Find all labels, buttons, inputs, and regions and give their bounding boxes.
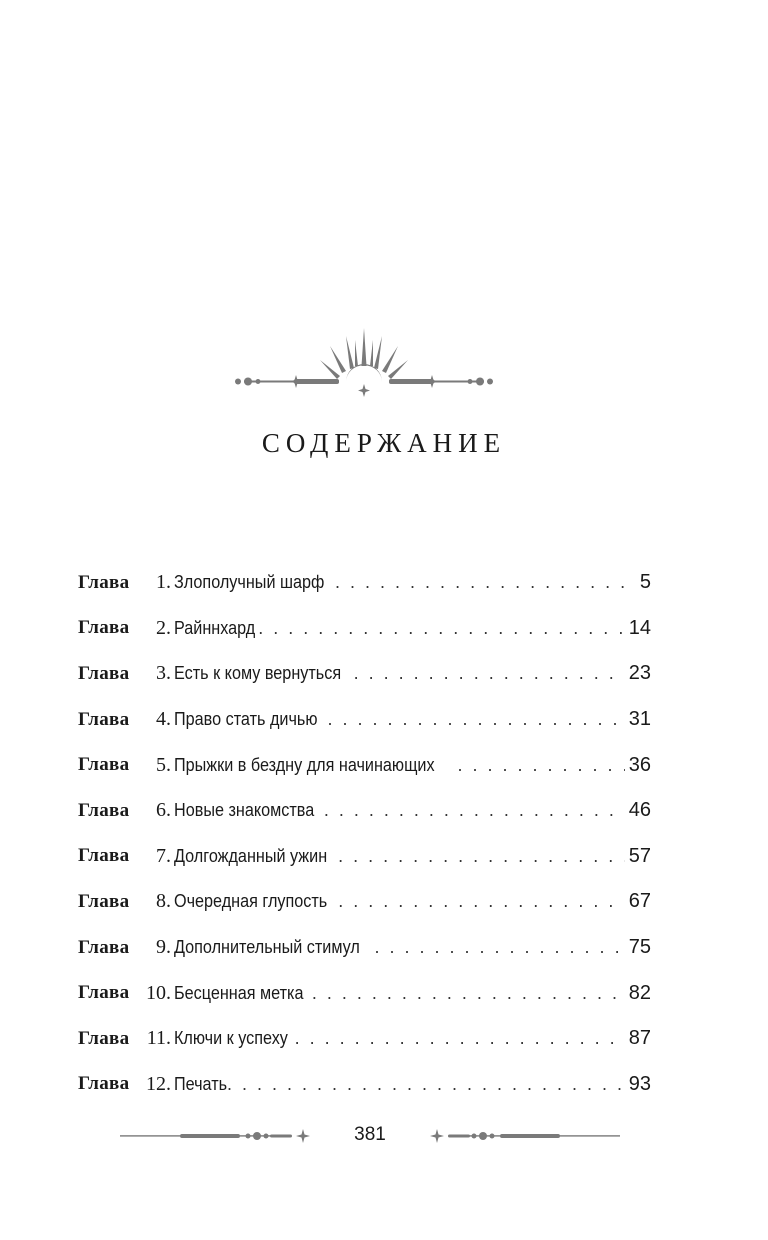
page-title: СОДЕРЖАНИЕ (261, 428, 507, 458)
chapter-word: Глава (78, 1073, 130, 1095)
chapter-page: 87 (625, 1027, 651, 1050)
chapter-number: 5. (156, 753, 171, 776)
chapter-title: Долгожданный ужин (174, 845, 328, 866)
chapter-number: 6. (156, 799, 171, 822)
flourish-right-icon (428, 1126, 620, 1146)
chapter-page: 46 (625, 799, 651, 822)
chapter-word: Глава (78, 845, 130, 867)
toc-entry (78, 651, 651, 697)
toc-entry (78, 697, 651, 743)
chapter-number: 7. (156, 844, 171, 867)
dot-leader (346, 663, 625, 684)
chapter-title: Бесценная метка (174, 982, 304, 1003)
toc-entry (78, 970, 651, 1016)
chapter-number: 9. (156, 936, 171, 959)
chapter-title: Новые знакомства (174, 800, 315, 821)
toc-entry (78, 788, 651, 834)
chapter-page: 23 (625, 662, 651, 685)
dot-leader (450, 755, 625, 776)
toc-entry (78, 879, 651, 925)
chapter-title: Право стать дичью (174, 709, 318, 730)
chapter-title: Очередная глупость (174, 891, 328, 912)
dot-leader (319, 709, 624, 730)
chapter-word: Глава (78, 662, 130, 684)
chapter-number: 4. (156, 708, 171, 731)
chapter-page: 67 (625, 890, 651, 913)
sun-moon-ornament-icon (234, 326, 494, 404)
toc-entry (78, 1016, 651, 1062)
toc-entry (78, 742, 651, 788)
chapter-title: Злополучный шарф (174, 572, 325, 593)
flourish-left-icon (120, 1126, 312, 1146)
dot-leader (367, 937, 625, 958)
chapter-number: 8. (156, 890, 171, 913)
chapter-word: Глава (78, 982, 130, 1004)
dot-leader (219, 1074, 625, 1095)
chapter-title: Печать (174, 1073, 228, 1094)
chapter-word: Глава (78, 799, 130, 821)
chapter-word: Глава (78, 708, 130, 730)
chapter-page: 75 (625, 936, 651, 959)
page-number: 381 (354, 1124, 386, 1145)
chapter-number: 12. (146, 1072, 171, 1095)
chapter-page: 5 (636, 571, 651, 594)
chapter-page: 57 (625, 845, 651, 868)
dot-leader (250, 618, 624, 639)
chapter-number: 1. (156, 571, 171, 594)
chapter-page: 31 (625, 708, 651, 731)
chapter-title: Дополнительный стимул (174, 937, 360, 958)
chapter-word: Глава (78, 571, 130, 593)
dot-leader (327, 572, 636, 593)
chapter-title: Прыжки в бездну для начинающих (174, 754, 435, 775)
chapter-title: Есть к кому вернуться (174, 663, 342, 684)
toc-entry (78, 925, 651, 971)
chapter-number: 2. (156, 616, 171, 639)
chapter-page: 36 (625, 754, 651, 777)
chapter-number: 10. (146, 981, 171, 1004)
table-of-contents (78, 560, 651, 1107)
dot-leader (330, 846, 625, 867)
chapter-word: Глава (78, 936, 130, 958)
toc-entry (78, 834, 651, 880)
chapter-number: 3. (156, 662, 171, 685)
chapter-number: 11. (146, 1027, 171, 1050)
chapter-word: Глава (78, 754, 130, 776)
chapter-page: 93 (625, 1073, 651, 1096)
dot-leader (287, 1028, 625, 1049)
chapter-word: Глава (78, 890, 130, 912)
chapter-page: 82 (625, 982, 651, 1005)
toc-entry (78, 1062, 651, 1108)
dot-leader (316, 800, 625, 821)
chapter-title: Райннхард (174, 617, 256, 638)
chapter-word: Глава (78, 1027, 130, 1049)
dot-leader (330, 891, 624, 912)
chapter-page: 14 (625, 617, 651, 640)
chapter-title: Ключи к успеху (174, 1028, 288, 1049)
chapter-word: Глава (78, 617, 130, 639)
toc-entry (78, 560, 651, 606)
toc-entry (78, 606, 651, 652)
dot-leader (304, 983, 625, 1004)
